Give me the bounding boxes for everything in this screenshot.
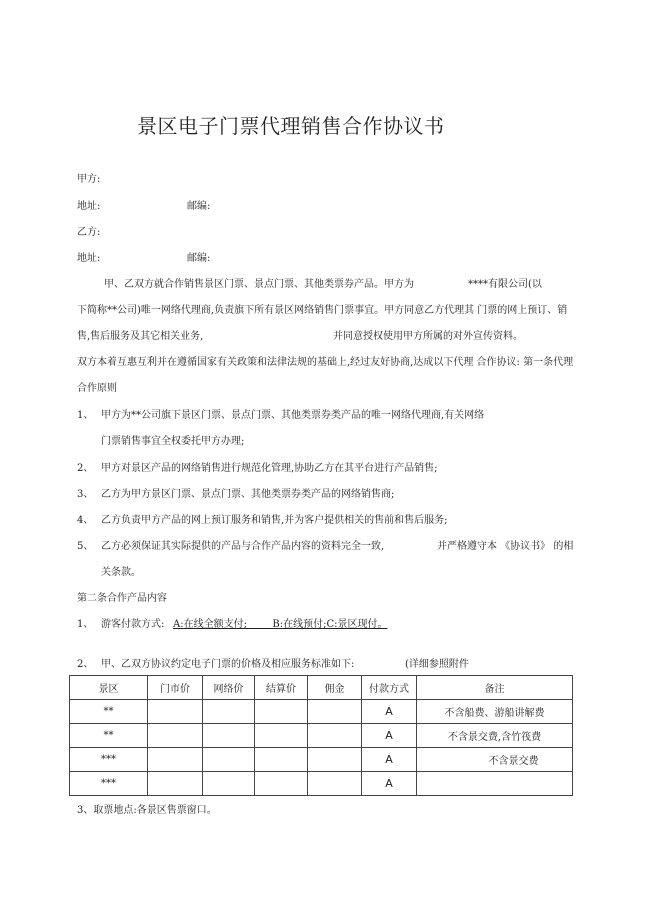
cell-online-price [203,772,255,796]
cell-scenic-area: *** [70,772,148,796]
payment-number: 1、 [77,619,94,630]
header-scenic-area: 景区 [70,676,148,700]
cell-retail-price [148,748,203,772]
cell-payment-method: A [362,748,417,772]
cell-online-price [203,724,255,748]
intro-line-1b: ****有限公司(以 [468,279,542,290]
page-title: 景区电子门票代理销售合作协议书 [137,114,445,138]
payment-label: 游客付款方式: [101,619,165,630]
intro-line-2: 下简称**公司)唯一网络代理商,负责旗下所有景区网络销售门票事宜。甲方同意乙方代理其 门票的网上预订、销 [77,305,568,316]
principle-2-text: 甲方对景区产品的网络销售进行规范化管理,协助乙方在其平台进行产品销售; [101,463,438,474]
price-intro-note: (详细参照附件 [405,659,469,670]
price-table [69,675,573,796]
intro-line-3b: 并同意授权使用甲方所属的对外宣传资料。 [333,331,523,342]
table-header-row [70,676,573,700]
cell-payment-method: A [362,772,417,796]
header-payment-method: 付款方式 [362,676,417,700]
principle-5-number: 5、 [77,541,94,552]
payment-options: A:在线全额支付; B:在线预付;C:景区现付。 [173,619,388,630]
principle-2-number: 2、 [77,463,94,474]
section-2-heading: 第二条合作产品内容 [77,593,167,604]
party-a-label: 甲方: [77,174,101,185]
cell-scenic-area: ** [70,724,148,748]
cell-scenic-area: ** [70,700,148,724]
price-intro-number: 2、 [77,659,94,670]
principle-1-number: 1、 [77,410,94,421]
cell-settlement-price [255,772,308,796]
table-row [70,772,573,796]
cell-commission [308,724,362,748]
principle-3-text: 乙方为甲方景区门票、景点门票、其他类票券类产品的网络销售商; [101,489,395,500]
table-row [70,748,573,772]
cell-payment-method: A [362,724,417,748]
table-row [70,700,573,724]
party-b-label: 乙方: [77,227,101,238]
principle-1-text: 甲方为**公司旗下景区门票、景点门票、其他类票券类产品的唯一网络代理商,有关网络 [101,410,485,421]
principle-1-continuation: 门票销售事宜全权委托甲方办理; [101,436,245,447]
party-a-address-label: 地址: [77,201,101,212]
cell-retail-price [148,700,203,724]
cell-commission [308,700,362,724]
principle-4-number: 4、 [77,515,94,526]
cell-settlement-price [255,700,308,724]
party-b-postcode-label: 邮编: [187,253,211,264]
price-intro-text: 甲、乙双方协议约定电子门票的价格及相应服务标准如下: [101,659,355,670]
intro-line-5: 合作原则 [77,383,117,394]
cell-remarks: 不含景交费,含竹筏费 [417,724,573,748]
cell-online-price [203,700,255,724]
cell-payment-method: A [362,700,417,724]
cell-remarks [417,772,573,796]
intro-line-1a: 甲、乙双方就合作销售景区门票、景点门票、其他类票券产品。甲方为 [104,279,414,290]
cell-remarks: 不含景交费 [417,748,573,772]
table-row [70,724,573,748]
cell-scenic-area: *** [70,748,148,772]
principle-3-number: 3、 [77,489,94,500]
cell-retail-price [148,724,203,748]
intro-line-3a: 售,售后服务及其它相关业务, [77,331,204,342]
pickup-location: 3、取票地点:各景区售票窗口。 [77,805,217,816]
cell-settlement-price [255,748,308,772]
cell-remarks: 不含船费、游船讲解费 [417,700,573,724]
header-online-price: 网络价 [203,676,255,700]
party-a-postcode-label: 邮编: [187,201,211,212]
header-commission: 佣金 [308,676,362,700]
party-b-address-label: 地址: [77,253,101,264]
cell-settlement-price [255,724,308,748]
cell-commission [308,772,362,796]
principle-5-text: 乙方必须保证其实际提供的产品与合作产品内容的资料完全一致, [101,541,385,552]
header-remarks: 备注 [417,676,573,700]
principle-4-text: 乙方负责甲方产品的网上预订服务和销售,并为客户提供相关的售前和售后服务; [101,515,448,526]
cell-online-price [203,748,255,772]
cell-retail-price [148,772,203,796]
header-retail-price: 门市价 [148,676,203,700]
cell-commission [308,748,362,772]
principle-5-continuation: 关条款。 [101,567,141,578]
intro-line-4: 双方本着互惠互利并在遵循国家有关政策和法律法规的基础上,经过友好协商,达成以下代理 合作协议: 第一条代理 [77,357,574,368]
principle-5-text-b: 并严格遵守本 《协议书》 的相 [437,541,574,552]
header-settlement-price: 结算价 [255,676,308,700]
